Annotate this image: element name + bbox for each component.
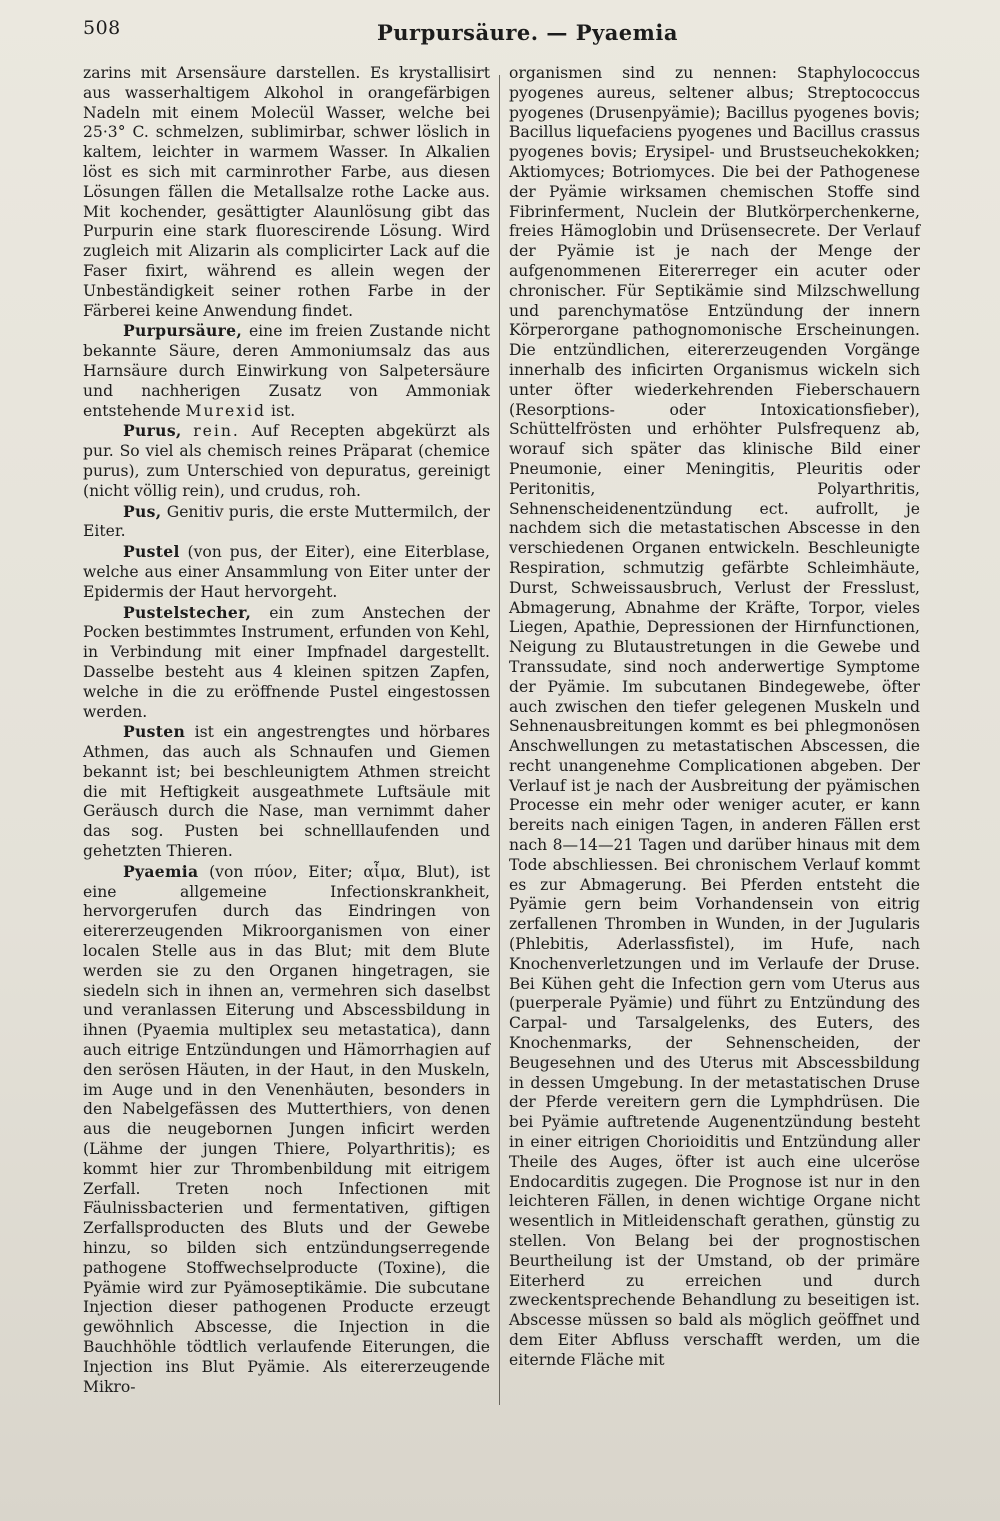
headword-pus: Pus,: [123, 501, 162, 521]
entry-text: Auf Recepten abgekürzt als pur. So viel als chemisch reines Präparat (chemice purus), zum Unterschied von depuratus, gereinigt (nicht völlig rein), und crudus, roh.: [83, 422, 490, 500]
entry-text: ein zum Anstechen der Pocken bestimmtes Instrument, erfunden von Kehl, in Verbindung mit einer Impfnadel dargestellt. Dasselbe besteht aus 4 kleinen spitzen Zapfen, welche in die zu eröffnende Pustel eingestossen werden.: [83, 603, 490, 721]
continuation-paragraph: zarins mit Arsensäure darstellen. Es krystallisirt aus wasserhaltigem Alkohol in orangefärbigen Nadeln mit einem Molecül Wasser, welche bei 25·3° C. schmelzen, sublimirbar, schwer löslich in kaltem, leichter in warmem Wasser. In Alkalien löst es sich mit carminrother Farbe, aus diesen Lösungen fällen die Metallsalze rothe Lacke aus. Mit kochender, gesättigter Alaunlösung gibt das Purpurin eine stark fluorescirende Lösung. Wird zugleich mit Alizarin als complicirter Lack auf die Faser fixirt, während es allein wegen der Unbeständigkeit seiner rothen Farbe in der Färberei keine Anwendung findet.: [83, 64, 490, 320]
headword-purus: Purus,: [123, 421, 182, 441]
entry-text: ist.: [266, 401, 296, 420]
entry-pusten: [83, 722, 490, 862]
running-head: Purpursäure. — Pyaemia: [377, 20, 678, 45]
entry-text: eine im freien Zustande nicht bekannte Säure, deren Ammoniumsalz das aus Harnsäure durch Einwirkung von Salpetersäure und nachherigen Zusatz von Ammoniak entstehende: [83, 322, 490, 420]
entry-text: ist ein angestrengtes und hörbares Athmen, das auch als Schnaufen und Giemen bekannt ist; bei beschleunigtem Athmen streicht die mit Heftigkeit ausgeathmete Luftsäule mit Geräusch durch die Nase, man vernimmt daher das sog. Pusten bei schnelllaufenden und gehetzten Thieren.: [83, 723, 490, 861]
column-divider: [499, 75, 500, 1405]
headword-pustelstecher: Pustelstecher,: [123, 602, 252, 622]
page-number: 508: [83, 17, 121, 39]
entry-purpursaeure: [83, 321, 490, 421]
headword-pyaemia: Pyaemia: [123, 861, 199, 881]
right-column: [509, 64, 920, 1371]
entry-emphasis: Murexid: [185, 401, 266, 420]
entry-text: (von pus, der Eiter), eine Eiterblase, welche aus einer Ansammlung von Eiter unter der Epidermis der Haut hervorgeht.: [83, 543, 490, 601]
entry-pustelstecher: [83, 603, 490, 723]
entry-pus: [83, 502, 490, 543]
entry-purus: [83, 421, 490, 501]
entry-pustel: [83, 542, 490, 602]
entry-text: Genitiv puris, die erste Muttermilch, der Eiter.: [83, 502, 490, 541]
entry-emphasis: rein.: [193, 422, 240, 441]
pyaemia-continuation-paragraph: organismen sind zu nennen: Staphylococcus pyogenes aureus, seltener albus; Streptococcus pyogenes (Drusenpyämie); Bacillus pyogenes bovis; Bacillus liquefaciens pyogenes und Bacillus crassus pyogenes bovis; Erysipel- und Brustseuchekokken; Aktiomyces; Botriomyces. Die bei der Pathogenese der Pyämie wirksamen chemischen Stoffe sind Fibrinferment, Nuclein der Blutkörperchenkerne, freies Hämoglobin und Drüsensecrete. Der Verlauf der Pyämie ist je nach der Menge der aufgenommenen Eitererreger ein acuter oder chronischer. Für Septikämie sind Milzschwellung und parenchymatöse Entzündung der innern Körperorgane pathognomonische Erscheinungen. Die entzündlichen, eitererzeugenden Vorgänge innerhalb des inficirten Organismus wickeln sich unter öfter wiederkehrenden Fieberschauern (Resorptions- oder Intoxicationsfieber), Schüttelfrösten und erhöhter Pulsfrequenz ab, worauf sich später das klinische Bild einer Pneumonie, einer Meningitis, Pleuritis oder Peritonitis, Polyarthritis, Sehnenscheidenentzündung ect. aufrollt, je nachdem sich die metastatischen Abscesse in den verschiedenen Organen entwickeln. Beschleunigte Respiration, schmutzig gefärbte Schleimhäute, Durst, Schweissausbruch, Verlust der Fresslust, Abmagerung, Abnahme der Kräfte, Torpor, vieles Liegen, Apathie, Depressionen der Hirnfunctionen, Neigung zu Blutaustretungen in die Gewebe und Transsudate, sind noch anderwertige Symptome der Pyämie. Im subcutanen Bindegewebe, öfter auch zwischen den tiefer gelegenen Muskeln und Sehnenausbreitungen kommt es bei phlegmonösen Anschwellungen zu metastatischen Abscessen, die recht unangenehme Complicationen abgeben. Der Verlauf ist je nach der Ausbreitung der pyämischen Processe ein mehr oder weniger acuter, er kann bereits nach einigen Tagen, in anderen Fällen erst nach 8—14—21 Tagen und darüber hinaus mit dem Tode abschliessen. Bei chronischem Verlauf kommt es zur Abmagerung. Bei Pferden entsteht die Pyämie gern beim Vorhandensein von eitrig zerfallenen Thromben in Wunden, in der Jugularis (Phlebitis, Aderlassfistel), im Hufe, nach Knochenverletzungen und im Verlaufe der Druse. Bei Kühen geht die Infection gern vom Uterus aus (puerperale Pyämie) und führt zu Entzündung des Carpal- und Tarsalgelenks, des Euters, des Knochenmarks, der Sehnenscheiden, der Beugesehnen und des Uterus mit Abscessbildung in dessen Umgebung. In der metastatischen Druse der Pferde vereitern gern die Lymphdrüsen. Die bei Pyämie auftretende Augenentzündung besteht in einer eitrigen Chorioiditis und Entzündung aller Theile des Auges, öfter ist auch eine ulceröse Endocarditis zugegen. Die Prognose ist nur in den leichteren Fällen, in denen wichtige Organe nicht wesentlich in Mitleidenschaft gerathen, günstig zu stellen. Von Belang bei der prognostischen Beurtheilung ist der Umstand, ob der primäre Eiterherd zu erreichen und durch zweckentsprechende Behandlung zu beseitigen ist. Abscesse müssen so bald als möglich geöffnet und dem Eiter Abfluss verschafft werden, um die eiternde Fläche mit: [509, 64, 920, 1369]
headword-purpursaeure: Purpursäure,: [123, 321, 243, 341]
headword-pusten: Pusten: [123, 722, 186, 742]
entry-text: (von πύον, Eiter; αἷμα, Blut), ist eine allgemeine Infectionskrankheit, hervorgerufen durch das Eindringen von eitererzeugenden Mikroorganismen von einer localen Stelle aus in das Blut; mit dem Blute werden sie zu den Organen hingetragen, sie siedeln sich in ihnen an, vermehren sich daselbst und veranlassen Eiterung und Abscessbildung in ihnen (Pyaemia multiplex seu metastatica), dann auch eitrige Entzündungen und Hämorrhagien auf den serösen Häuten, in der Haut, in den Muskeln, im Auge und in den Venenhäuten, besonders in den Nabelgefässen des Mutterthiers, von denen aus die neugebornen Jungen inficirt werden (Lähme der jungen Thiere, Polyarthritis); es kommt hier zur Thrombenbildung mit eitrigem Zerfall. Treten noch Infectionen mit Fäulnissbacterien und fermentativen, giftigen Zerfallsproducten des Bluts und der Gewebe hinzu, so bilden sich entzündungserregende pathogene Stoffwechselproducte (Toxine), die Pyämie wird zur Pyämoseptikämie. Die subcutane Injection dieser pathogenen Producte erzeugt gewöhnlich Abscesse, die Injection in die Bauchhöhle tödtlich verlaufende Eiterungen, die Injection ins Blut Pyämie. Als eitererzeugende Mikro-: [83, 862, 490, 1396]
headword-pustel: Pustel: [123, 542, 180, 562]
left-column: [83, 64, 490, 1397]
entry-pyaemia: [83, 862, 490, 1398]
